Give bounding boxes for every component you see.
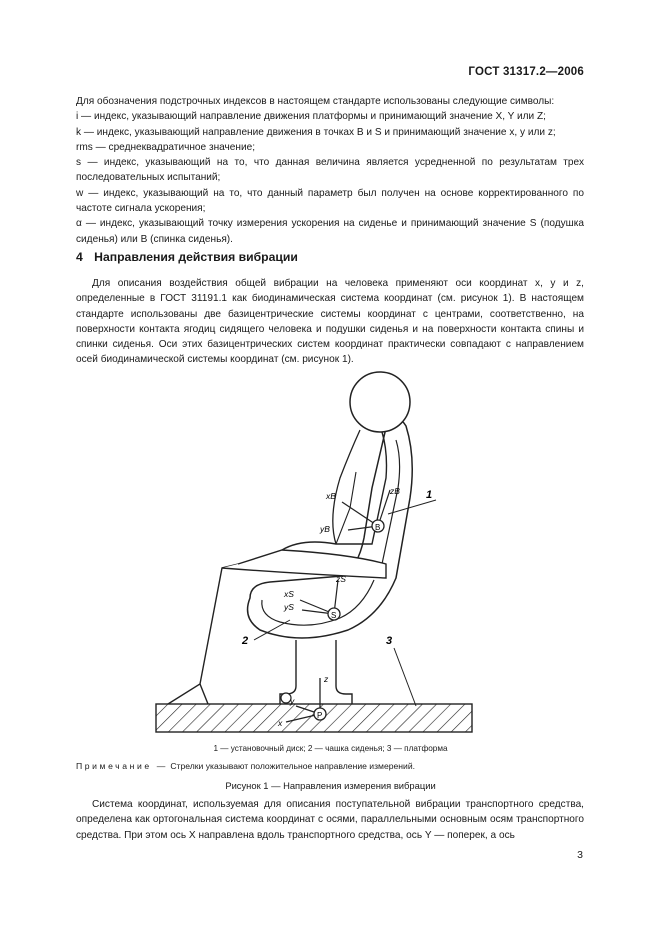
list-item: i — индекс, указывающий направление движения платформы и принимающий значение X, Y или Z; xyxy=(76,111,546,123)
axis-label-zb: zB xyxy=(390,486,400,496)
axis-label-xs: xS xyxy=(284,589,294,599)
callout-1: 1 xyxy=(426,489,433,501)
point-s-label: S xyxy=(331,611,337,620)
list-item: w — индекс, указывающий на то, что данный параметр был получен на основе корректированного по частоте сигнала ускорения; xyxy=(76,187,584,215)
seat-pedestal xyxy=(280,640,352,704)
section-number: 4 xyxy=(76,250,83,264)
torso-front xyxy=(333,430,360,544)
head-outline xyxy=(350,372,410,432)
axis-label-y: y xyxy=(290,696,295,706)
foot-outline xyxy=(200,684,208,704)
axis-label-z: z xyxy=(324,674,329,684)
point-p-label: P xyxy=(317,711,323,720)
page-number: 3 xyxy=(577,849,583,861)
list-item: rms — среднеквадратичное значение; xyxy=(76,141,256,153)
axis-label-ys: yS xyxy=(284,602,294,612)
seat-coordinate-figure xyxy=(150,368,480,740)
axis-label-x: x xyxy=(278,718,283,728)
figure-note xyxy=(76,761,415,771)
axis-label-xb: xB xyxy=(326,491,336,501)
closing-paragraph: Система координат, используемая для описания поступательной вибрации транспортного средства, определена как ортогональная система координат с осями, параллельными основным осям транспортного средства. При этом ось X направлена вдоль транспортного средства, ось Y — поперек, а ось xyxy=(76,799,584,841)
callout-3: 3 xyxy=(386,635,393,647)
point-b-label: B xyxy=(375,523,381,532)
list-item: k — индекс, указывающий направление движения в точках B и S и принимающий значение x, y или z; xyxy=(76,126,556,138)
section-body xyxy=(76,276,584,368)
leg-outline xyxy=(168,564,238,704)
section-title: Направления действия вибрации xyxy=(94,250,298,264)
note-text: Стрелки указывают положительное направление измерений. xyxy=(170,761,416,771)
note-label: Примечание — xyxy=(76,761,168,771)
standard-header: ГОСТ 31317.2—2006 xyxy=(468,66,584,78)
platform xyxy=(156,704,472,732)
list-item: s — индекс, указывающий на то, что данная величина является усредненной по результатам трех последовательных испытаний; xyxy=(76,157,584,184)
closing-block xyxy=(76,797,584,843)
intro-lead: Для обозначения подстрочных индексов в настоящем стандарте использованы следующие символы: xyxy=(76,96,555,107)
section-heading xyxy=(76,250,298,264)
axis-label-yb: yB xyxy=(320,524,330,534)
section-paragraph: Для описания воздействия общей вибрации на человека применяют оси координат x, y и z, определенные в ГОСТ 31191.1 как биодинамическая система координат (см. рисунок 1). В настоящем стандарте использованы две базицентрические системы координат с центрами, соответственно, на поверхности контакта ягодиц сидящего человека и подушки сиденья и на поверхности контакта спины и спинки сиденья. Оси этих базицентрических систем координат практически совпадают с направлением осей биодинамической системы координат (см. рисунок 1). xyxy=(76,278,584,366)
callout-2: 2 xyxy=(242,635,249,647)
intro-block xyxy=(76,94,584,247)
figure-title: Рисунок 1 — Направления измерения вибрации xyxy=(225,780,436,791)
axis-label-zs: zS xyxy=(336,574,346,584)
list-item: α — индекс, указывающий точку измерения ускорения на сиденье и принимающий значение S (подушка сиденья) или B (спинка сиденья). xyxy=(76,218,584,245)
figure-legend: 1 — установочный диск; 2 — чашка сиденья; 3 — платформа xyxy=(213,744,448,753)
